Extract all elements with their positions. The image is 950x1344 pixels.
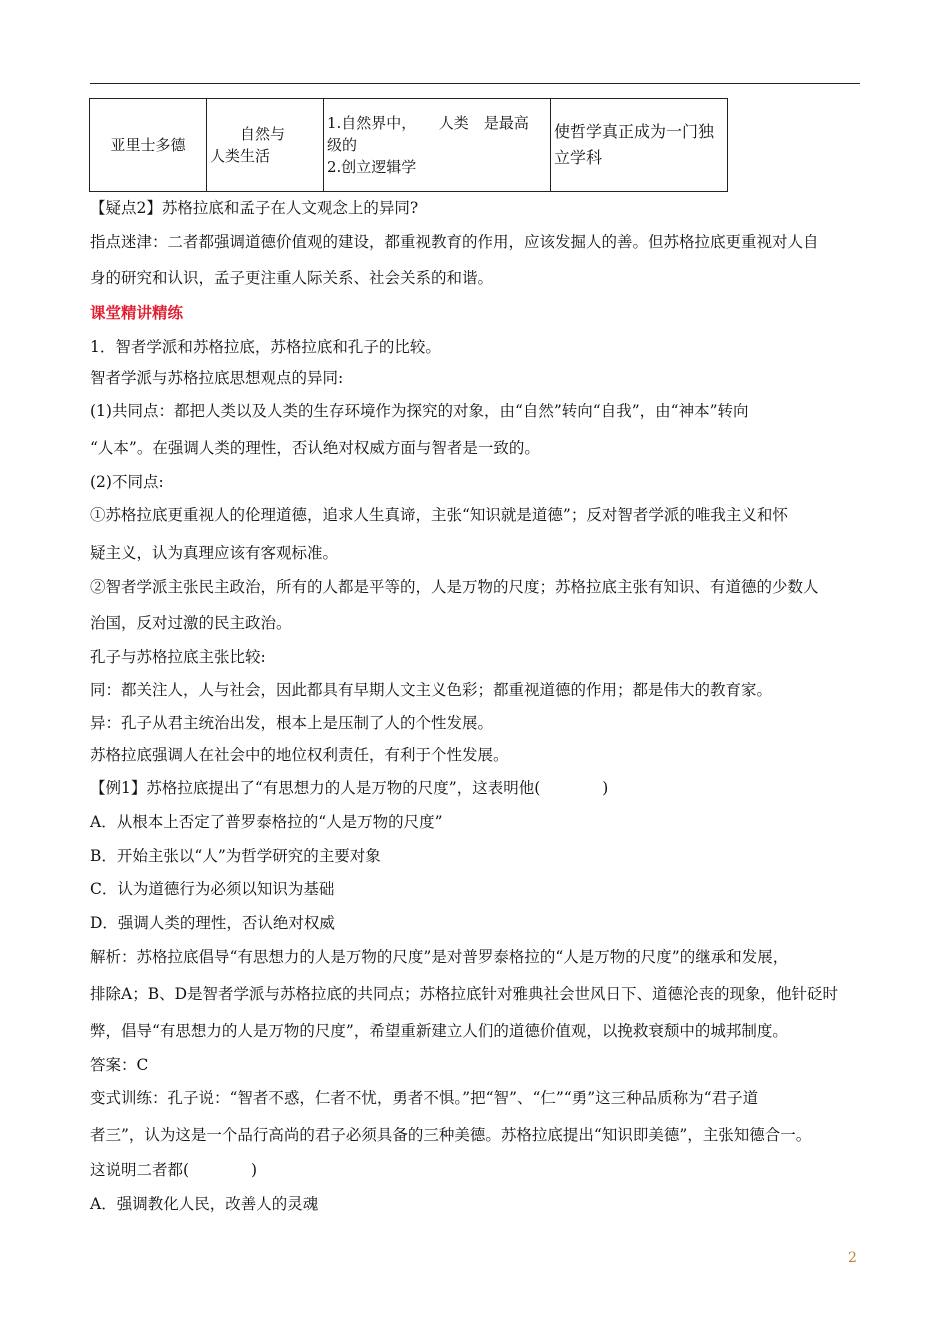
body-text-line: 身的研究和认识，孟子更注重人际关系、社会关系的和谐。 [90,269,494,287]
body-text-line: 指点迷津：二者都强调道德价值观的建设，都重视教育的作用，应该发掘人的善。但苏格拉底更重视对人自 [90,233,819,251]
variant-exercise-line: 者三”，认为这是一个品行高尚的君子必须具备的三种美德。苏格拉底提出“知识即美德”，主张知德合一。 [90,1126,812,1144]
cell-field [207,99,324,192]
body-text-line: ①苏格拉底更重视人的伦理道德，追求人生真谛，主张“知识就是道德”；反对智者学派的唯我主义和怀 [90,506,788,524]
body-text-line: (2)不同点: [90,473,164,491]
body-text-line: 治国，反对过激的民主政治。 [90,614,292,632]
cell-views-line1: 1.自然界中， 人类 是最高 [327,114,529,132]
cell-influence-line2: 立学科 [554,148,603,167]
cell-name-text: 亚里士多德 [110,136,186,154]
example-question: 【例1】苏格拉底提出了“有思想力的人是万物的尺度”，这表明他( ) [90,779,609,797]
variant-exercise-line: 变式训练：孔子说：“智者不惑，仁者不忧，勇者不惧。”把“智”、“仁”“勇”这三种品质称为“君子道 [90,1089,759,1107]
option-a: A．强调教化人民，改善人的灵魂 [90,1195,319,1213]
body-text-line: 疑主义，认为真理应该有客观标准。 [90,544,339,562]
option-d: D．强调人类的理性，否认绝对权威 [90,914,335,932]
page-number: 2 [848,1250,857,1266]
cell-views [324,99,551,192]
analysis-line: 弊，倡导“有思想力的人是万物的尺度”，希望重新建立人们的道德价值观，以挽救衰颓中的城邦制度。 [90,1022,788,1040]
cell-name [90,99,207,192]
cell-influence [551,99,728,192]
body-text-line: (1)共同点：都把人类以及人类的生存环境作为探究的对象，由“自然”转向“自我”，由“神本”转向 [90,402,749,420]
header-rule [90,83,860,84]
option-a: A．从根本上否定了普罗泰格拉的“人是万物的尺度” [90,813,443,831]
variant-question: 这说明二者都( ) [90,1161,258,1179]
body-text-line: 智者学派与苏格拉底思想观点的异同: [90,369,344,387]
section-heading: 课堂精讲精练 [90,303,184,322]
philosopher-table [89,98,728,192]
table-row [90,99,728,192]
cell-views-line3: 2.创立逻辑学 [327,158,417,176]
body-text-line: 异：孔子从君主统治出发，根本上是压制了人的个性发展。 [90,714,494,732]
option-c: C．认为道德行为必须以知识为基础 [90,880,335,898]
cell-field-line2: 人类生活 [210,147,271,165]
body-text-line: 1．智者学派和苏格拉底，苏格拉底和孔子的比较。 [90,338,441,356]
doubt-point-heading: 【疑点2】苏格拉底和孟子在人文观念上的异同? [90,199,419,217]
body-text-line: “人本”。在强调人类的理性，否认绝对权威方面与智者是一致的。 [90,439,540,457]
cell-views-line2: 级的 [327,136,358,154]
body-text-line: ②智者学派主张民主政治，所有的人都是平等的，人是万物的尺度；苏格拉底主张有知识、有道德的少数人 [90,578,819,596]
body-text-line: 孔子与苏格拉底主张比较: [90,648,266,666]
option-b: B．开始主张以“人”为哲学研究的主要对象 [90,847,381,865]
cell-field-line1: 自然与 [240,125,286,143]
cell-influence-line1: 使哲学真正成为一门独 [554,122,715,141]
analysis-line: 排除A；B、D是智者学派与苏格拉底的共同点；苏格拉底针对雅典社会世风日下、道德沦丧的现象，他针砭时 [90,985,839,1003]
answer-line: 答案：C [90,1056,149,1074]
body-text-line: 同：都关注人，人与社会，因此都具有早期人文主义色彩；都重视道德的作用；都是伟大的教育家。 [90,681,773,699]
body-text-line: 苏格拉底强调人在社会中的地位权利责任，有利于个性发展。 [90,746,509,764]
analysis-line: 解析：苏格拉底倡导“有思想力的人是万物的尺度”是对普罗泰格拉的“人是万物的尺度”的继承和发展， [90,948,789,966]
